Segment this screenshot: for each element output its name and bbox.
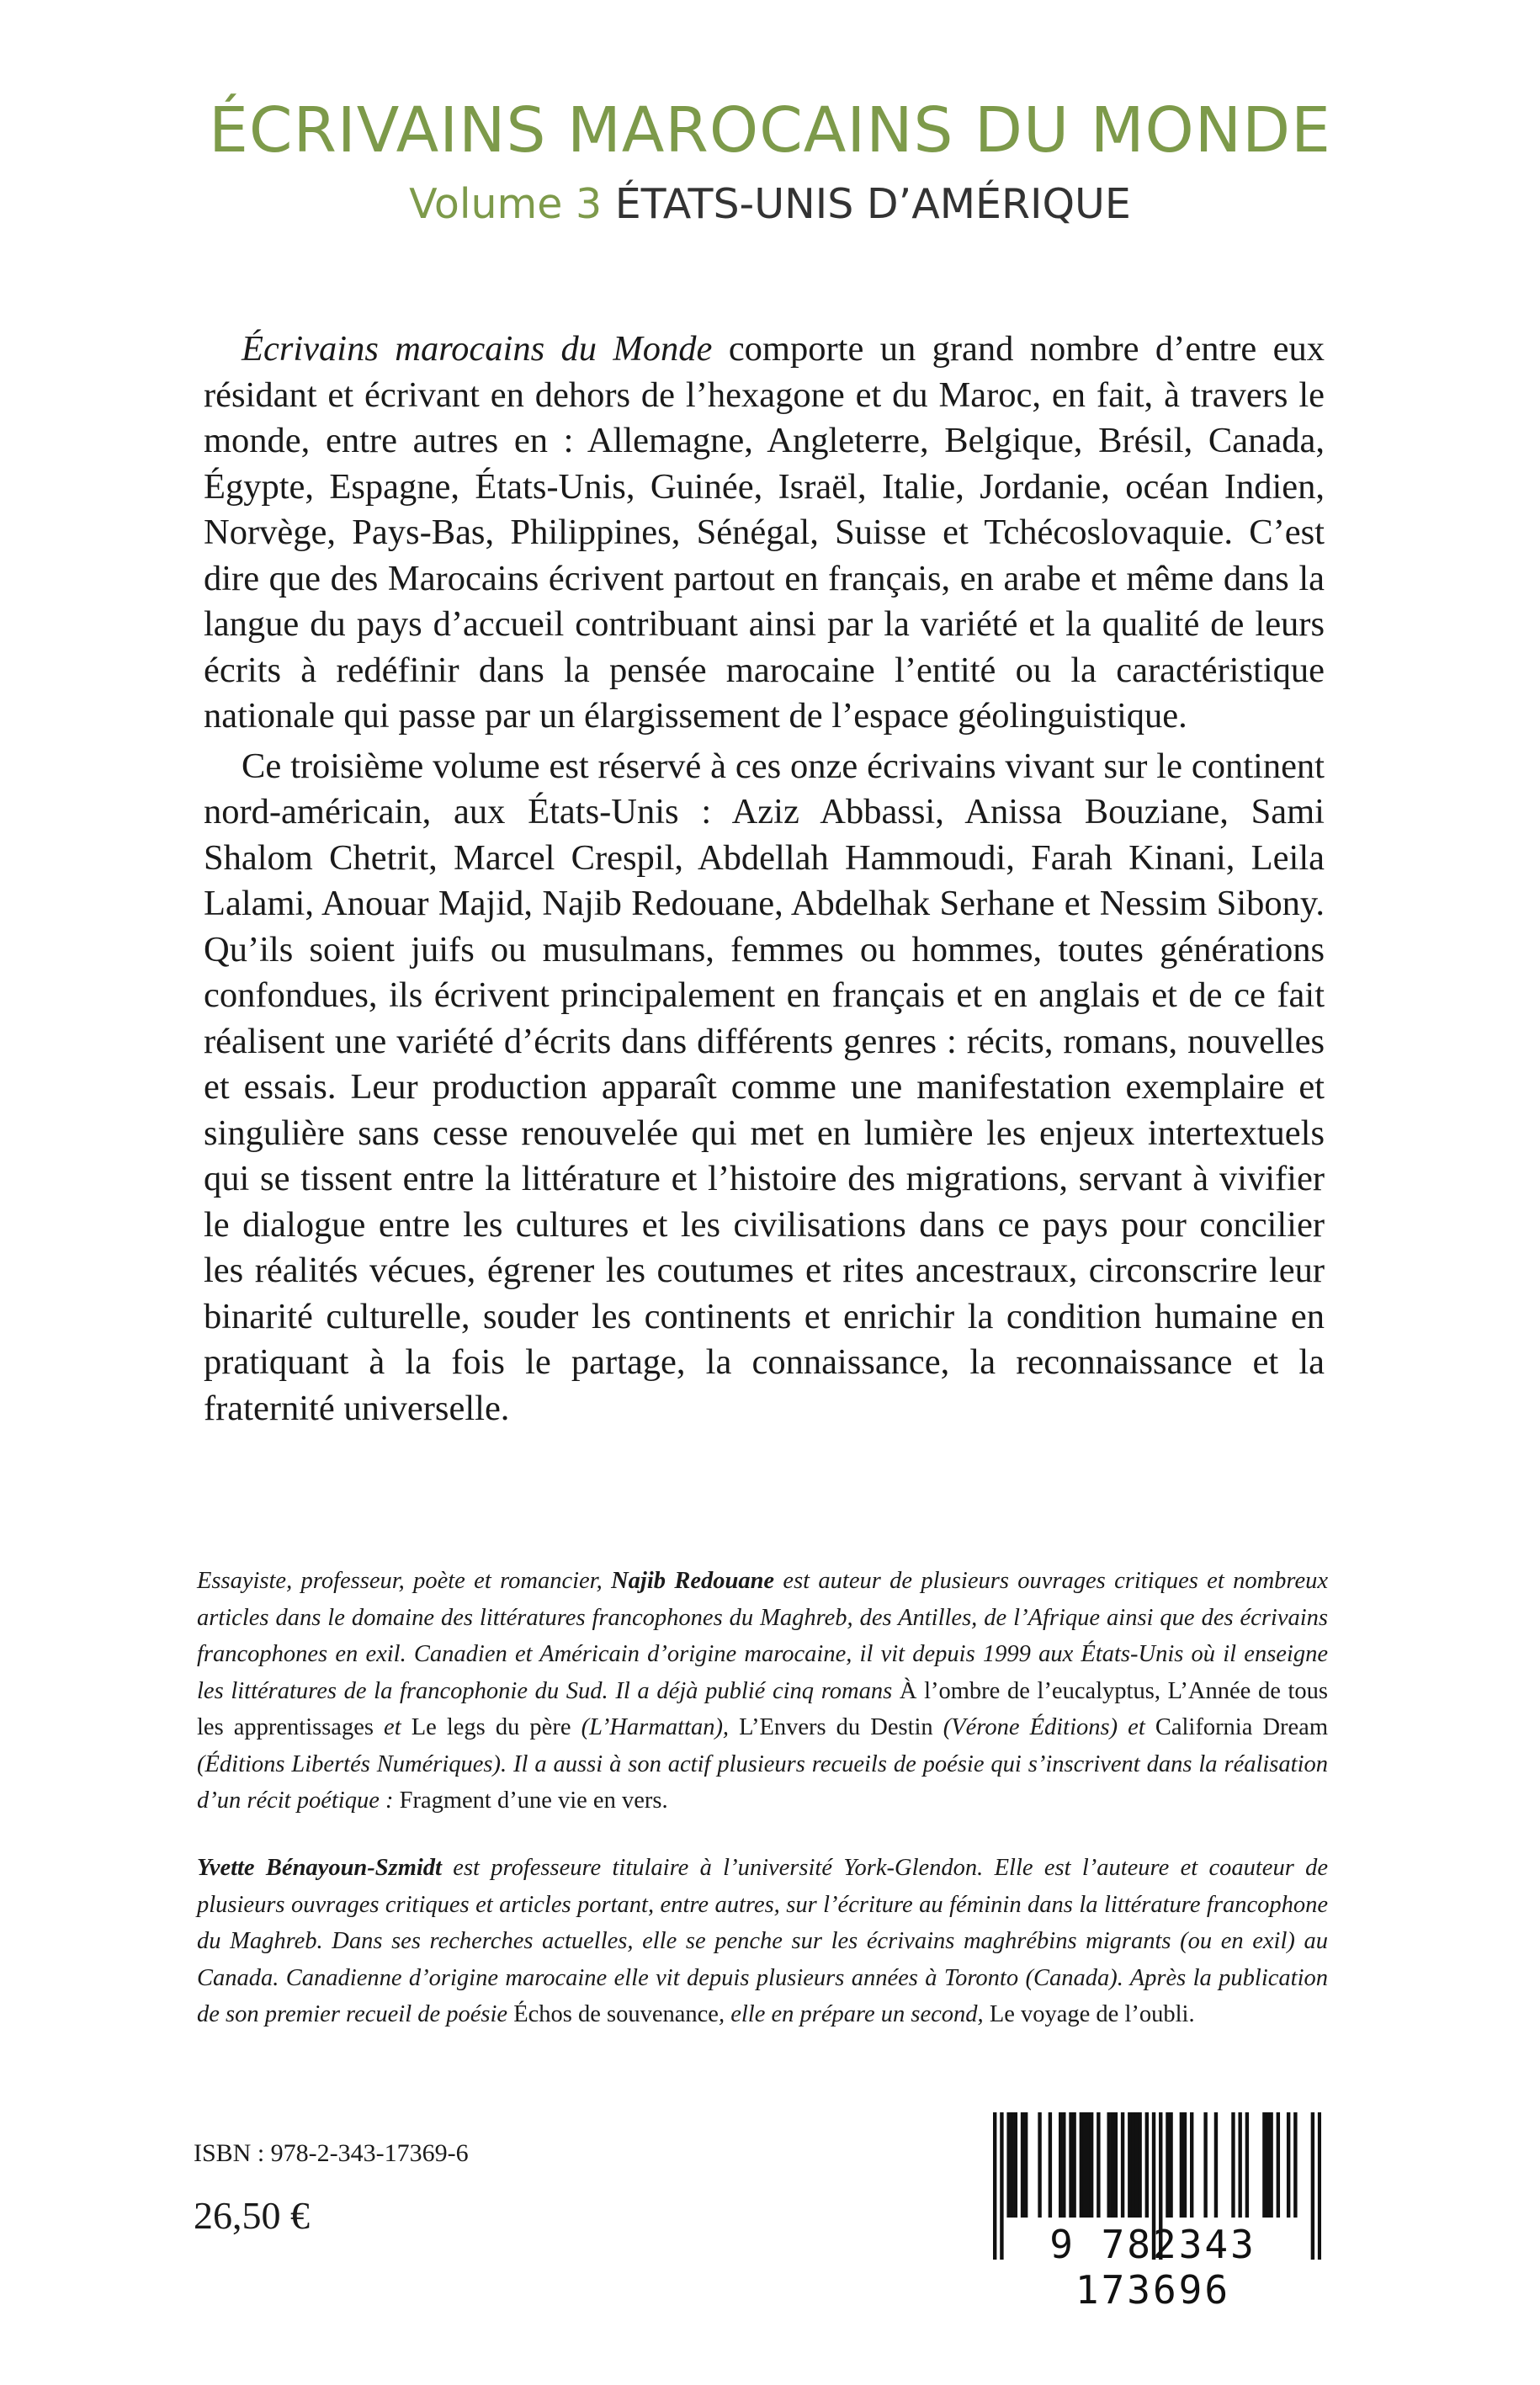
barcode-bar (1269, 2112, 1272, 2218)
book-title: Échos de souvenance (513, 2001, 719, 2027)
barcode-bar (1183, 2112, 1187, 2218)
book-title: L’Envers du Destin (739, 1714, 933, 1740)
barcode-bar (1107, 2112, 1110, 2218)
barcode-bar (1069, 2112, 1072, 2218)
barcode-bar (1190, 2112, 1193, 2218)
barcode-bar (1166, 2112, 1169, 2218)
book-title-italic: Écrivains marocains du Monde (242, 329, 713, 369)
barcode-bar (1086, 2112, 1090, 2218)
barcode-bar (1049, 2112, 1052, 2218)
blurb (204, 327, 1325, 1432)
barcode-bar (1131, 2112, 1134, 2218)
barcode-bar (1114, 2112, 1118, 2218)
volume-subtitle (0, 180, 1540, 228)
barcode-bar (1090, 2112, 1093, 2218)
barcode-bar (1059, 2112, 1062, 2218)
book-title: L’Année de tous les apprentissages (197, 1677, 1329, 1740)
blurb-paragraph-1: Écrivains marocains du Monde comporte un grand nombre d’entre eux résidant et écrivant en dehors de l’hexagone et du Maroc, en fait, à travers le monde, entre autres en : Allemagne, Angleterre, Belgique, Brésil, Canada, Égypte, Espagne, États-Unis, Guinée, Israël, Italie, Jordanie, océan Indien, Norvège, Pays-Bas, Philippines, Sénégal, Suisse et Tchécoslovaquie. C’est dire que des Marocains écrivent partout en français, en arabe et même dans la langue du pays d’accueil contribuant ainsi par la variété et la qualité de leurs écrits à redéfinir dans la pensée marocaine l’entité ou la caractéristique nationale qui passe par un élargissement de l’espace géolinguistique. (204, 329, 1325, 736)
barcode-bar (1062, 2112, 1065, 2218)
barcode-bar (1231, 2112, 1235, 2218)
barcode-bar (1277, 2112, 1280, 2218)
barcode-bar (1169, 2112, 1172, 2218)
barcode-bar (1145, 2112, 1149, 2218)
book-title: Le voyage de l’oubli (989, 2001, 1189, 2027)
barcode-bar (1138, 2112, 1141, 2218)
barcode-bar (1180, 2112, 1183, 2218)
barcode-bar (1266, 2112, 1269, 2218)
volume-country: ÉTATS-UNIS D’AMÉRIQUE (614, 180, 1131, 228)
barcode-bar (1024, 2112, 1028, 2218)
barcode-bar (1293, 2112, 1297, 2218)
author-name: Najib Redouane (611, 1568, 775, 1594)
barcode-bar (1238, 2112, 1241, 2218)
barcode-bar (1214, 2112, 1218, 2218)
barcode-bar (1245, 2112, 1249, 2218)
book-title: Le legs du père (411, 1714, 571, 1740)
author-bio-redouane: Essayiste, professeur, poète et romancier, Najib Redouane est auteur de plusieurs ouvrages critiques et nombreux articles dans le domaine des littératures francophones du Maghreb, des Antilles, de l’Afrique ainsi que des écrivains francophones en exil. Canadien et Américain d’origine marocaine, il vit depuis 1999 aux États-Unis où il enseigne les littératures de la francophonie du Sud. Il a déjà publié cinq romans À l’ombre de l’eucalyptus, L’Année de tous les apprentissages et Le legs du père (L’Harmattan), L’Envers du Destin (Vérone Éditions) et California Dream (Éditions Libertés Numériques). Il a aussi à son actif plusieurs recueils de poésie qui s’inscrivent dans la réalisation d’un récit poétique : Fragment d’une vie en vers. (197, 1568, 1329, 1814)
author-name: Yvette Bénayoun-Szmidt (197, 1855, 442, 1881)
author-bio-benayoun: Yvette Bénayoun-Szmidt est professeure titulaire à l’université York-Glendon. Elle est l’auteure et coauteur de plusieurs ouvrages critiques et articles portant, entre autres, sur l’écriture au féminin dans la littérature francophone du Maghreb. Dans ses recherches actuelles, elle se penche sur les écrivains maghrébins migrants (ou en exil) au Canada. Canadienne d’origine marocaine elle vit depuis plusieurs années à Toronto (Canada). Après la publication de son premier recueil de poésie Échos de souvenance, elle en prépare un second, Le voyage de l’oubli. (197, 1855, 1329, 2027)
barcode-bar (1083, 2112, 1086, 2218)
barcode-bar (1203, 2112, 1207, 2218)
barcode-bar (1097, 2112, 1100, 2218)
barcode-bar (1121, 2112, 1124, 2218)
barcode-bar (1080, 2112, 1083, 2218)
isbn: ISBN : 978-2-343-17369-6 (194, 2139, 469, 2167)
barcode-bar (1011, 2112, 1014, 2218)
barcode-bar (1021, 2112, 1024, 2218)
price: 26,50 € (194, 2194, 310, 2237)
barcode-bar (1111, 2112, 1114, 2218)
barcode-bar (1006, 2112, 1010, 2218)
barcode-bar (1014, 2112, 1017, 2218)
barcode-bar (1038, 2112, 1041, 2218)
blurb-paragraph-2: Ce troisième volume est réservé à ces onze écrivains vivant sur le continent nord-américain, aux États-Unis : Aziz Abbassi, Anissa Bouziane, Sami Shalom Chetrit, Marcel Crespil, Abdellah Hammoudi, Farah Kinani, Leila Lalami, Anouar Majid, Najib Redouane, Abdelhak Serhane et Nessim Sibony. Qu’ils soient juifs ou musulmans, femmes ou hommes, toutes générations confondues, ils écrivent principalement en français et en anglais et de ce fait réalisent une variété d’écrits dans différents genres : récits, romans, nouvelles et essais. Leur production apparaît comme une manifestation exemplaire et singulière sans cesse renouvelée qui met en lumière les enjeux intertextuels qui se tissent entre la littérature et l’histoire des migrations, servant à vivifier le dialogue entre les cultures et les civilisations dans ce pays pour concilier les réalités vécues, égrener les coutumes et rites ancestraux, circonscrire leur binarité culturelle, souder les continents et enrichir la condition humaine en pratiquant à la fois le partage, la connaissance, la reconnaissance et la fraternité universelle. (204, 746, 1325, 1428)
barcode-bar (1287, 2112, 1290, 2218)
barcode-bar (1134, 2112, 1138, 2218)
barcode-bar (1128, 2112, 1131, 2218)
book-title: Fragment d’une vie en vers (399, 1787, 662, 1814)
book-title: À l’ombre de l’eucalyptus (899, 1677, 1155, 1704)
barcode-number: 9 782343 173696 (1049, 2222, 1256, 2313)
barcode-bar (1072, 2112, 1075, 2218)
series-title: ÉCRIVAINS MAROCAINS DU MONDE (209, 94, 1331, 167)
book-title: California Dream (1155, 1714, 1329, 1740)
barcode-bar (1262, 2112, 1266, 2218)
volume-label: Volume 3 (409, 180, 603, 228)
